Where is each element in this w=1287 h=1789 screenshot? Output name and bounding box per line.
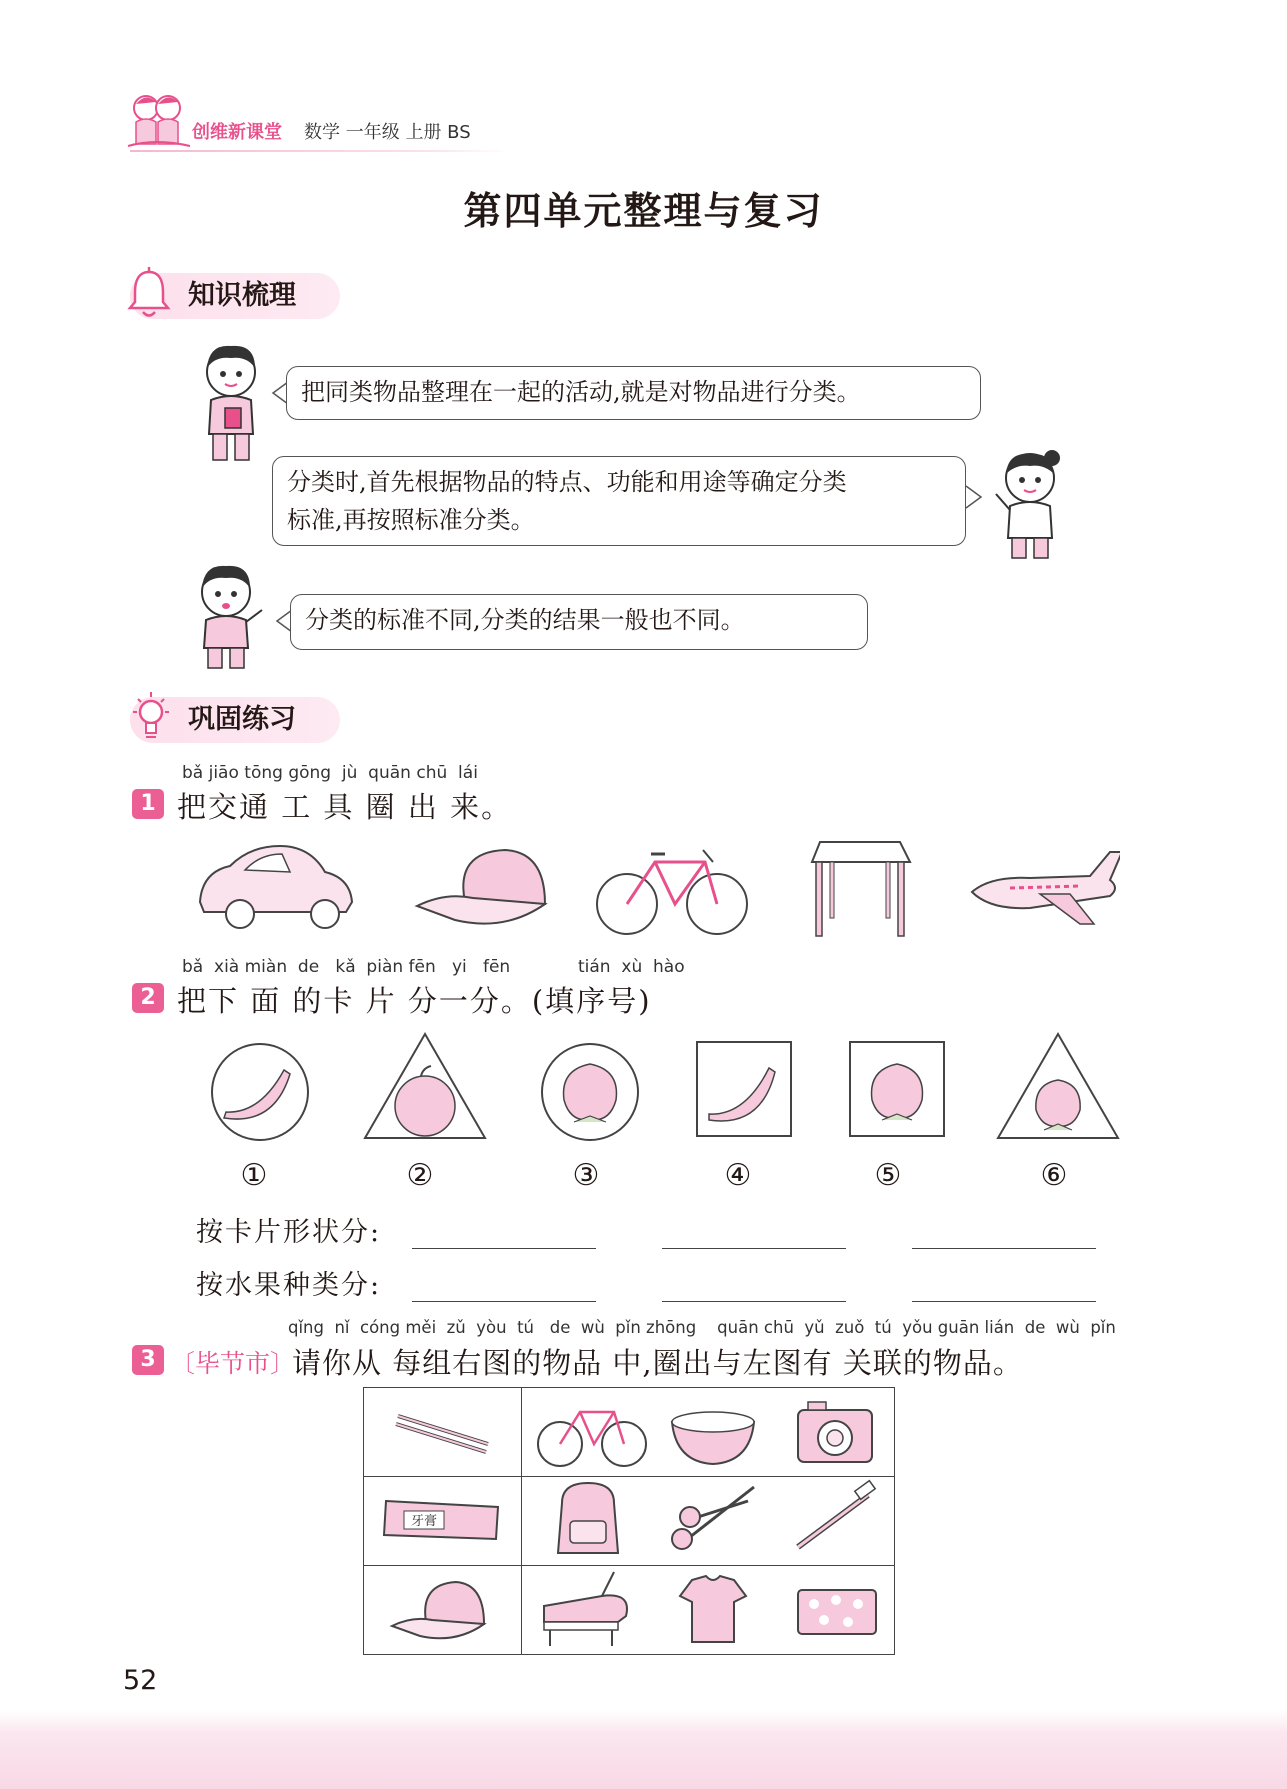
peach-icon: [872, 1064, 923, 1118]
card-5: [850, 1042, 944, 1136]
by-shape-blank-3[interactable]: [912, 1248, 1096, 1249]
q2-number: 2: [132, 983, 164, 1013]
section-knowledge-label: 知识梳理: [188, 280, 296, 311]
q1-text: 把交通 工 具 圈 出 来。: [177, 790, 513, 824]
q3-table: [363, 1387, 895, 1655]
by-fruit-label: 按水果种类分:: [196, 1270, 382, 1301]
towel-icon[interactable]: [798, 1590, 876, 1634]
q2-pinyin: bǎ xià miàn de kǎ piàn fēn yi fēn: [182, 957, 511, 977]
piano-icon[interactable]: [544, 1572, 627, 1646]
section-practice-label: 巩固练习: [188, 704, 296, 735]
q1-items: [190, 832, 1120, 942]
bell-icon: [126, 266, 172, 320]
book-subject: 数学 一年级 上册 BS: [304, 122, 471, 143]
toothpaste-icon: [364, 1477, 521, 1561]
apple-icon: [395, 1076, 455, 1136]
bubble-1-text: 把同类物品整理在一起的活动,就是对物品进行分类。: [301, 378, 861, 406]
card-4: [697, 1042, 791, 1136]
card-3: [542, 1044, 638, 1140]
card-label-6: ⑥: [1040, 1158, 1068, 1193]
page-title: 第四单元整理与复习: [463, 189, 824, 233]
by-shape-blank-1[interactable]: [412, 1248, 596, 1249]
bubble-pointer: [965, 484, 983, 510]
card-label-2: ②: [406, 1158, 434, 1193]
page-number: 52: [123, 1665, 158, 1696]
camera-icon[interactable]: [798, 1402, 872, 1462]
scissors-icon[interactable]: [672, 1487, 754, 1549]
by-fruit-blank-1[interactable]: [412, 1301, 596, 1302]
card-label-1: ①: [240, 1158, 268, 1193]
toothpaste-label: 牙膏: [410, 1514, 438, 1529]
card-label-3: ③: [572, 1158, 600, 1193]
brand-name: 创维新课堂: [192, 122, 282, 143]
card-1: [212, 1044, 308, 1140]
backpack-icon[interactable]: [558, 1483, 618, 1553]
chopsticks-icon: [364, 1388, 521, 1472]
boy-character-icon: [190, 556, 266, 670]
toothbrush-icon[interactable]: [798, 1481, 875, 1547]
header-divider: [130, 150, 510, 152]
q2-cards: [200, 1030, 1130, 1146]
airplane-icon[interactable]: [972, 852, 1120, 924]
row-2-left: [364, 1477, 522, 1566]
q2-pinyin-2: tián xù hào: [578, 957, 685, 977]
knowledge-bubble-3: [290, 594, 868, 650]
by-fruit-blank-3[interactable]: [912, 1301, 1096, 1302]
footer-band: [0, 1710, 1287, 1789]
by-shape-label: 按卡片形状分:: [196, 1217, 382, 1248]
card-6: [998, 1034, 1118, 1138]
cap-icon[interactable]: [417, 850, 545, 924]
row-3-left: [364, 1566, 522, 1655]
card-label-5: ⑤: [874, 1158, 902, 1193]
card-label-4: ④: [724, 1158, 752, 1193]
knowledge-bubble-2: [272, 456, 966, 546]
bubble-2-line-1: 分类时,首先根据物品的特点、功能和用途等确定分类: [287, 468, 847, 496]
girl-character-icon: [988, 444, 1068, 560]
row-1-left: [364, 1388, 522, 1477]
by-fruit-blank-2[interactable]: [662, 1301, 846, 1302]
table-row: [364, 1566, 895, 1655]
q3-region-tag: 〔毕节市〕: [170, 1349, 296, 1378]
bubble-3-text: 分类的标准不同,分类的结果一般也不同。: [305, 606, 745, 634]
mascot-logo-icon: [126, 88, 192, 152]
q1-pinyin: bǎ jiāo tōng gōng jù quān chū lái: [182, 763, 478, 783]
peach-icon: [564, 1064, 617, 1120]
table-row: [364, 1477, 895, 1566]
bicycle-icon[interactable]: [597, 850, 747, 934]
table-icon[interactable]: [812, 842, 910, 936]
row-2-options: [522, 1477, 895, 1566]
bicycle-icon[interactable]: [538, 1412, 646, 1466]
by-shape-blank-2[interactable]: [662, 1248, 846, 1249]
peach-icon: [1036, 1080, 1080, 1126]
tshirt-icon[interactable]: [680, 1576, 746, 1642]
lightbulb-icon: [128, 690, 174, 746]
row-3-options: [522, 1566, 895, 1655]
q1-number: 1: [132, 789, 164, 819]
q3-text: 请你从 每组右图的物品 中,圈出与左图有 关联的物品。: [292, 1346, 1023, 1380]
q3-pinyin: qǐng nǐ cóng měi zǔ yòu tú de wù pǐn zhōng quān chū yǔ zuǒ tú yǒu guān lián de wù pǐn: [288, 1318, 1116, 1337]
car-icon[interactable]: [200, 846, 352, 928]
table-row: [364, 1388, 895, 1477]
rice-bowl-icon[interactable]: [672, 1412, 754, 1464]
q2-text: 把下 面 的卡 片 分一分。(填序号): [177, 984, 652, 1018]
cap-icon: [364, 1566, 521, 1650]
row-1-options: [522, 1388, 895, 1477]
knowledge-bubble-1: [286, 366, 981, 420]
q3-number: 3: [132, 1345, 164, 1375]
card-2: [365, 1034, 485, 1138]
bubble-2-line-2: 标准,再按照标准分类。: [287, 506, 535, 534]
boy-character-icon: [195, 338, 267, 462]
